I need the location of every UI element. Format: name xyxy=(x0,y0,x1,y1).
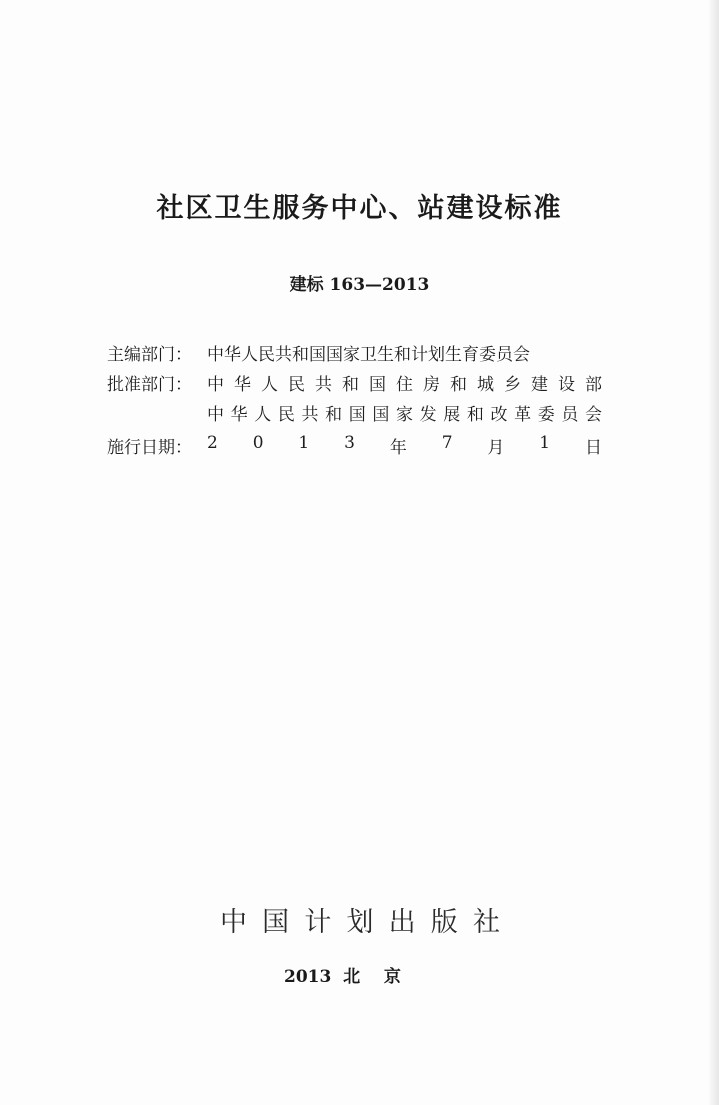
publisher-char: 社 xyxy=(472,907,500,938)
publication-info: 2013 北 京 xyxy=(284,967,401,987)
effective-date-label: 施行日期： xyxy=(107,437,192,458)
date-char: 月 xyxy=(487,437,505,458)
approver-2-char: 和 xyxy=(466,404,484,425)
approver-2-char: 改 xyxy=(490,404,508,425)
approver-2-char: 和 xyxy=(325,404,343,425)
approver-2-char: 展 xyxy=(443,404,461,425)
approver-2-char: 会 xyxy=(585,404,602,425)
approver-1-char: 部 xyxy=(585,374,602,395)
date-char: 7 xyxy=(441,432,453,453)
approver-1-char: 华 xyxy=(234,374,251,395)
approver-2-char: 民 xyxy=(277,404,295,425)
approver-2-char: 国 xyxy=(348,404,366,425)
approver-row-2 xyxy=(107,399,602,425)
approver-1-char: 国 xyxy=(369,374,386,395)
approver-1-char: 设 xyxy=(558,374,575,395)
standard-number: 建标 163—2013 xyxy=(289,275,430,295)
publisher-char: 版 xyxy=(430,907,458,938)
approver-1-char: 房 xyxy=(423,374,440,395)
approver-2-char: 中 xyxy=(207,404,224,425)
approver-1-char: 和 xyxy=(342,374,359,395)
approver-2-char: 华 xyxy=(230,404,248,425)
editor-label: 主编部门： xyxy=(107,344,192,365)
approver-2-char: 人 xyxy=(254,404,272,425)
approver-2-char: 家 xyxy=(396,404,413,425)
editor-row xyxy=(107,339,607,365)
approver-1-char: 住 xyxy=(396,374,413,395)
approver-2-char: 革 xyxy=(514,404,532,425)
approver-1-char: 人 xyxy=(261,374,278,395)
document-title: 社区卫生服务中心、站建设标准 xyxy=(156,193,563,224)
date-char: 0 xyxy=(252,432,264,453)
publisher-char: 出 xyxy=(388,907,416,938)
publisher-name xyxy=(220,900,500,939)
approver-2-char: 员 xyxy=(561,404,579,425)
approver-2-char: 发 xyxy=(419,404,437,425)
date-char: 1 xyxy=(539,432,551,453)
approver-1-char: 中 xyxy=(207,374,224,395)
date-char: 2 xyxy=(207,432,218,453)
approver-2-char: 委 xyxy=(537,404,555,425)
date-char: 日 xyxy=(584,437,602,458)
date-char: 1 xyxy=(298,432,310,453)
approver-1-char: 城 xyxy=(477,374,494,395)
publisher-char: 国 xyxy=(262,907,290,938)
publisher-char: 划 xyxy=(346,907,374,938)
approver-2-char: 国 xyxy=(372,404,390,425)
editor-value: 中华人民共和国国家卫生和计划生育委员会 xyxy=(207,344,530,365)
date-char: 年 xyxy=(389,437,407,458)
approver-1-char: 共 xyxy=(315,374,332,395)
approver-value-2 xyxy=(207,400,602,425)
date-char: 3 xyxy=(344,432,355,453)
approver-row-1 xyxy=(107,369,602,395)
approver-value-1 xyxy=(207,370,602,395)
approver-1-char: 和 xyxy=(450,374,467,395)
approver-2-char: 共 xyxy=(301,404,319,425)
publisher-char: 中 xyxy=(220,907,247,938)
approver-1-char: 民 xyxy=(288,374,305,395)
effective-date-row xyxy=(107,432,602,458)
publisher-char: 计 xyxy=(304,907,332,938)
approver-label: 批准部门： xyxy=(107,374,192,395)
page-edge-shadow xyxy=(709,0,719,1105)
approver-1-char: 建 xyxy=(531,374,548,395)
approver-1-char: 乡 xyxy=(504,374,521,395)
effective-date-value xyxy=(207,433,602,458)
